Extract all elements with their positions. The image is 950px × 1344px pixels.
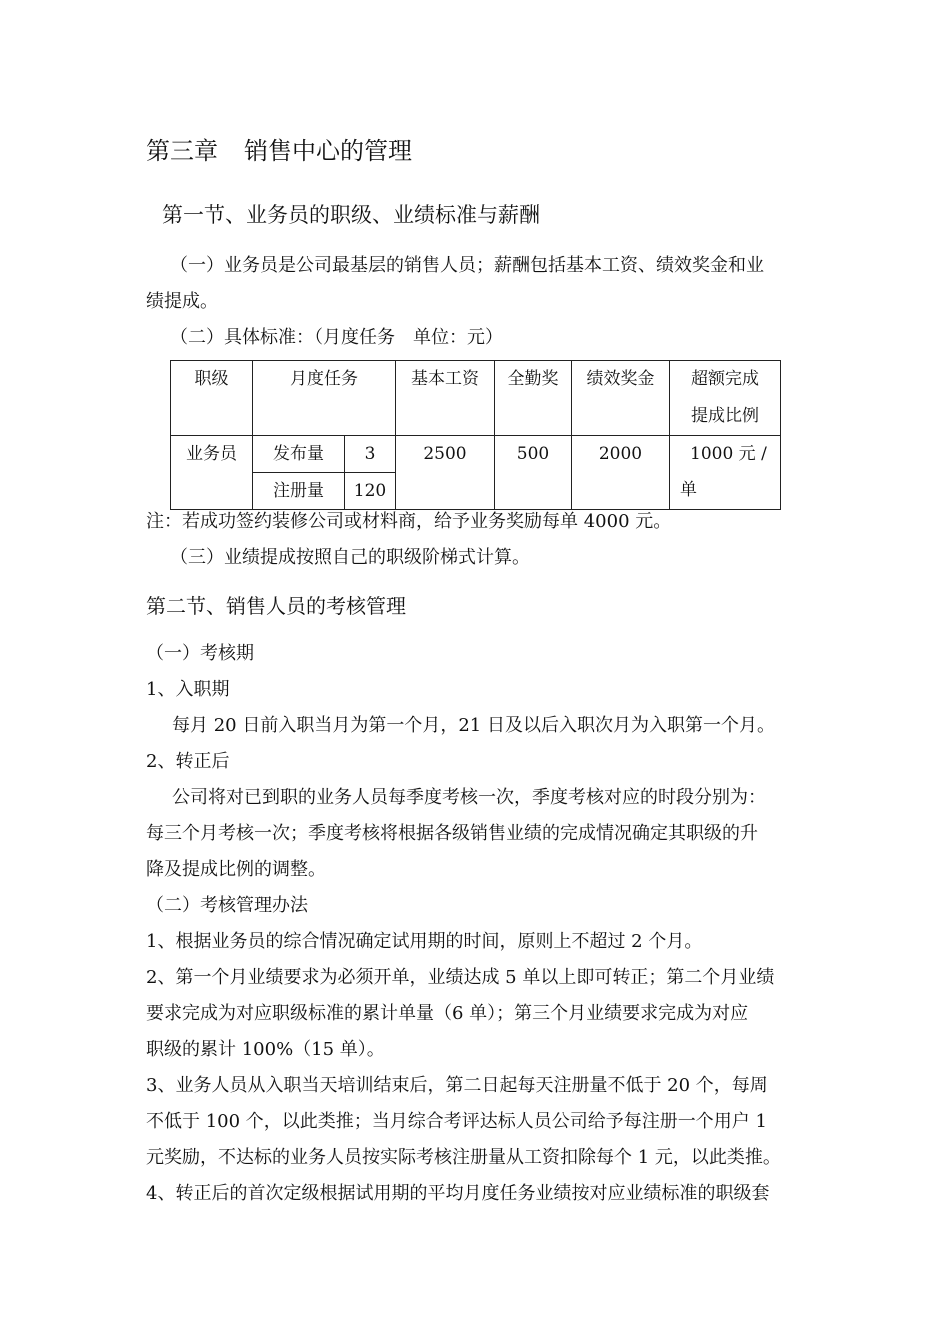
section2-rule2-line1: 2、第一个月业绩要求为必须开单，业绩达成 5 单以上即可转正；第二个月业绩 — [146, 967, 775, 988]
chapter-title — [146, 136, 412, 166]
section2-rule2-line2: 要求完成为对应职级标准的累计单量（6 单）；第三个月业绩要求完成为对应 — [146, 1003, 749, 1024]
cell-task2-value: 120 — [345, 473, 396, 510]
section2-rule3-line3: 元奖励，不达标的业务人员按实际考核注册量从工资扣除每个 1 元，以此类推。 — [146, 1147, 781, 1168]
salary-standard-table — [170, 360, 781, 510]
cell-commission-line1: 1000 元 / — [690, 444, 767, 464]
section2-title: 第二节、销售人员的考核管理 — [146, 594, 406, 618]
section1-para1-line1: （一）业务员是公司最基层的销售人员；薪酬包括基本工资、绩效奖金和业 — [170, 255, 764, 276]
section1-para3: （三）业绩提成按照自己的职级阶梯式计算。 — [170, 547, 530, 568]
section2-rule3-line2: 不低于 100 个，以此类推；当月综合考评达标人员公司给予每注册一个用户 1 — [146, 1111, 767, 1132]
cell-task2-label: 注册量 — [253, 473, 345, 510]
header-overquota-line1: 超额完成 — [691, 369, 759, 389]
section2-rule3-line1: 3、业务人员从入职当天培训结束后，第二日起每天注册量不低于 20 个，每周 — [146, 1075, 768, 1096]
section2-sub2: （二）考核管理办法 — [146, 895, 308, 916]
table-row — [171, 436, 781, 473]
cell-task1-value: 3 — [345, 436, 396, 473]
cell-task1-label: 发布量 — [253, 436, 345, 473]
header-base-salary: 基本工资 — [396, 361, 495, 436]
section2-item2-line2: 每三个月考核一次；季度考核将根据各级销售业绩的完成情况确定其职级的升 — [146, 823, 758, 844]
header-rank: 职级 — [171, 361, 253, 436]
section2-item1-text: 每月 20 日前入职当月为第一个月，21 日及以后入职次月为入职第一个月。 — [172, 715, 775, 736]
chapter-number: 第三章 — [146, 137, 218, 165]
section2-item2-title: 2、转正后 — [146, 751, 230, 772]
section2-item1-title: 1、入职期 — [146, 679, 230, 700]
cell-attendance-bonus: 500 — [495, 436, 572, 510]
section2-item2-line1: 公司将对已到职的业务人员每季度考核一次，季度考核对应的时段分别为： — [172, 787, 766, 808]
section2-item2-line3: 降及提成比例的调整。 — [146, 859, 326, 880]
section1-para2: （二）具体标准：（月度任务 单位：元） — [170, 327, 503, 348]
section1-title: 第一节、业务员的职级、业绩标准与薪酬 — [162, 203, 540, 227]
header-overquota — [670, 361, 781, 436]
section1-para1-line2: 绩提成。 — [146, 291, 218, 312]
cell-commission — [670, 436, 781, 510]
cell-rank: 业务员 — [171, 436, 253, 510]
header-performance-bonus: 绩效奖金 — [572, 361, 670, 436]
cell-commission-line2: 单 — [680, 480, 697, 500]
table-note: 注：若成功签约装修公司或材料商，给予业务奖励每单 4000 元。 — [146, 511, 672, 532]
section2-rule2-line3: 职级的累计 100%（15 单）。 — [146, 1039, 385, 1060]
chapter-name: 销售中心的管理 — [244, 137, 412, 165]
section2-rule4-line1: 4、转正后的首次定级根据试用期的平均月度任务业绩按对应业绩标准的职级套 — [146, 1183, 770, 1204]
header-attendance-bonus: 全勤奖 — [495, 361, 572, 436]
cell-base-salary: 2500 — [396, 436, 495, 510]
header-monthly-task: 月度任务 — [253, 361, 396, 436]
section2-sub1: （一）考核期 — [146, 643, 254, 664]
cell-performance-bonus: 2000 — [572, 436, 670, 510]
header-overquota-line2: 提成比例 — [691, 406, 759, 426]
section2-rule1: 1、根据业务员的综合情况确定试用期的时间，原则上不超过 2 个月。 — [146, 931, 703, 952]
table-header-row — [171, 361, 781, 436]
